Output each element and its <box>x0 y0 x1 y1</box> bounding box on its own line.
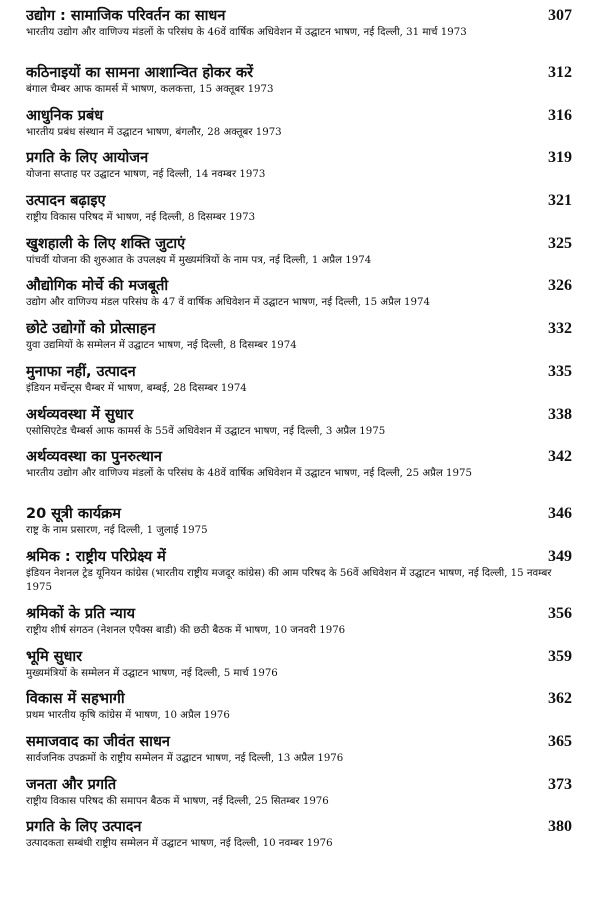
entry-page-number: 321 <box>548 192 572 210</box>
entry-title-row <box>26 191 572 211</box>
entry-description: उद्योग और वाणिज्य मंडल परिसंघ के 47 वें वार्षिक अधिवेशन में उद्घाटन भाषण, नई दिल्ली, 15 अप्रैल 1974 <box>26 297 430 309</box>
entry-page-number: 338 <box>548 405 572 423</box>
entry-description: भारतीय प्रबंध संस्थान में उद्घाटन भाषण, बंगलौर, 28 अक्तूबर 1973 <box>26 126 282 138</box>
entry-description: भारतीय उद्योग और वाणिज्य मंडलों के परिसंघ के 48वें वार्षिक अधिवेशन में उद्घाटन भाषण, नई दिल्ली, 25 अप्रैल 1975 <box>26 468 472 480</box>
entry-description: भारतीय उद्योग और वाणिज्य मंडलों के परिसंघ के 46वें वार्षिक अधिवेशन में उद्घाटन भाषण, नई दिल्ली, 31 मार्च 1973 <box>26 27 467 38</box>
entry-title-row <box>26 405 572 425</box>
entry-title-row <box>26 148 572 168</box>
entry-title-row <box>26 604 572 624</box>
entry-title-row <box>26 732 572 752</box>
entry-title-row <box>26 63 572 83</box>
entry-title: अर्थव्यवस्था में सुधार <box>26 406 134 423</box>
entry-title: श्रमिकों के प्रति न्याय <box>26 605 135 622</box>
entry-description: राष्ट्रीय विकास परिषद में भाषण, नई दिल्ली, 8 दिसम्बर 1973 <box>26 212 256 224</box>
entry-page-number: 356 <box>548 604 572 622</box>
entry-title: भूमि सुधार <box>26 648 83 665</box>
entry-title: समाजवाद का जीवंत साधन <box>26 733 170 750</box>
entry-title: 20 सूत्री कार्यक्रम <box>26 506 121 523</box>
entry-title: खुशहाली के लिए शक्ति जुटाएं <box>26 235 186 252</box>
entry-description: राष्ट्रीय शीर्ष संगठन (नेशनल एपैक्स बाडी) की छठी बैठक में भाषण, 10 जनवरी 1976 <box>26 624 346 636</box>
toc-entry <box>26 604 572 647</box>
toc-entry <box>26 547 572 604</box>
toc-entry <box>26 447 572 504</box>
entry-title-row <box>26 547 572 567</box>
entry-title: छोटे उद्योगों को प्रोत्साहन <box>26 321 156 338</box>
entry-description: बंगाल चैम्बर आफ कामर्स में भाषण, कलकत्ता, 15 अक्तूबर 1973 <box>26 84 274 95</box>
entry-description: सार्वजनिक उपक्रमों के राष्ट्रीय सम्मेलन में उद्घाटन भाषण, नई दिल्ली, 13 अप्रैल 1976 <box>26 752 344 764</box>
toc-entry <box>26 362 572 405</box>
entry-description: इंडियन मर्चेन्ट्स चैम्बर में भाषण, बम्बई, 28 दिसम्बर 1974 <box>26 382 247 394</box>
toc-entry <box>26 647 572 690</box>
toc-entry <box>26 106 572 149</box>
entry-page-number: 346 <box>548 505 572 523</box>
toc-entry <box>26 148 572 191</box>
entry-page-number: 316 <box>548 106 572 124</box>
entry-page-number: 359 <box>548 647 572 665</box>
toc-entry <box>26 732 572 775</box>
entry-title: जनता और प्रगति <box>26 776 117 793</box>
entry-title-row <box>26 234 572 254</box>
entry-title-row <box>26 817 572 837</box>
entry-description: प्रथम भारतीय कृषि कांग्रेस में भाषण, 10 अप्रैल 1976 <box>26 710 230 722</box>
entry-title: मुनाफा नहीं, उत्पादन <box>26 363 136 380</box>
toc-entry <box>26 191 572 234</box>
entry-page-number: 373 <box>548 775 572 793</box>
entry-page-number: 335 <box>548 362 572 380</box>
entry-title: आधुनिक प्रबंध <box>26 107 104 124</box>
entry-page-number: 380 <box>548 818 572 836</box>
entry-title: श्रमिक : राष्ट्रीय परिप्रेक्ष्य में <box>26 548 166 565</box>
entry-title-row <box>26 6 572 26</box>
entry-title: प्रगति के लिए उत्पादन <box>26 819 142 836</box>
toc-entry <box>26 6 572 63</box>
toc-entry <box>26 817 572 860</box>
entry-title: विकास में सहभागी <box>26 691 125 708</box>
toc-entry <box>26 319 572 362</box>
toc-entry <box>26 689 572 732</box>
toc-entry <box>26 775 572 818</box>
entry-page-number: 342 <box>548 448 572 466</box>
entry-title: उद्योग : सामाजिक परिवर्तन का साधन <box>26 8 226 24</box>
entry-page-number: 319 <box>548 149 572 167</box>
entry-description: युवा उद्यमियों के सम्मेलन में उद्घाटन भाषण, नई दिल्ली, 8 दिसम्बर 1974 <box>26 340 297 352</box>
entry-page-number: 307 <box>548 7 572 24</box>
entry-title-row <box>26 504 572 524</box>
entry-title: उत्पादन बढ़ाइए <box>26 193 106 210</box>
entry-title: कठिनाइयों का सामना आशान्वित होकर करें <box>26 65 254 81</box>
toc-entry <box>26 234 572 277</box>
entry-description: उत्पादकता सम्बंधी राष्ट्रीय सम्मेलन में उद्घाटन भाषण, नई दिल्ली, 10 नवम्बर 1976 <box>26 838 333 850</box>
entry-title-row <box>26 319 572 339</box>
entry-description: इंडियन नेशनल ट्रेड यूनियन कांग्रेस (भारतीय राष्ट्रीय मजदूर कांग्रेस) की आम परिषद के 56वें अधिवेशन में उद्घाटन भाषण, नई दिल्ली, 15 नवम्बर 1975 <box>26 567 552 593</box>
entry-description: राष्ट्र के नाम प्रसारण, नई दिल्ली, 1 जुलाई 1975 <box>26 525 208 537</box>
entry-page-number: 349 <box>548 547 572 565</box>
entry-title-row <box>26 362 572 382</box>
entry-description: एसोसिएटेड चैम्बर्स आफ कामर्स के 55वें अधिवेशन में उद्घाटन भाषण, नई दिल्ली, 3 अप्रैल 1975 <box>26 425 386 437</box>
toc-entry <box>26 276 572 319</box>
toc-entry <box>26 504 572 547</box>
entry-title-row <box>26 647 572 667</box>
entry-description: मुख्यमंत्रियों के सम्मेलन में उद्घाटन भाषण, नई दिल्ली, 5 मार्च 1976 <box>26 667 278 679</box>
entry-description: राष्ट्रीय विकास परिषद की समापन बैठक में भाषण, नई दिल्ली, 25 सितम्बर 1976 <box>26 795 329 807</box>
toc-entry <box>26 405 572 448</box>
entry-page-number: 312 <box>548 64 572 81</box>
entry-title: अर्थव्यवस्था का पुनरुत्थान <box>26 449 162 466</box>
entry-page-number: 325 <box>548 234 572 252</box>
entry-title-row <box>26 775 572 795</box>
entry-title-row <box>26 276 572 296</box>
entry-page-number: 326 <box>548 277 572 295</box>
entry-title-row <box>26 689 572 709</box>
entry-page-number: 362 <box>548 690 572 708</box>
entry-description: योजना सप्ताह पर उद्घाटन भाषण, नई दिल्ली, 14 नवम्बर 1973 <box>26 169 266 181</box>
entry-page-number: 332 <box>548 320 572 338</box>
entry-title-row <box>26 447 572 467</box>
entry-title-row <box>26 106 572 126</box>
entry-description: पांचवीं योजना की शुरुआत के उपलक्ष्य में मुख्यमंत्रियों के नाम पत्र, नई दिल्ली, 1 अप्रैल 1974 <box>26 254 372 266</box>
entry-title: प्रगति के लिए आयोजन <box>26 150 149 167</box>
entry-page-number: 365 <box>548 732 572 750</box>
entry-title: औद्योगिक मोर्चे की मजबूती <box>26 278 169 295</box>
toc-entry <box>26 63 572 106</box>
